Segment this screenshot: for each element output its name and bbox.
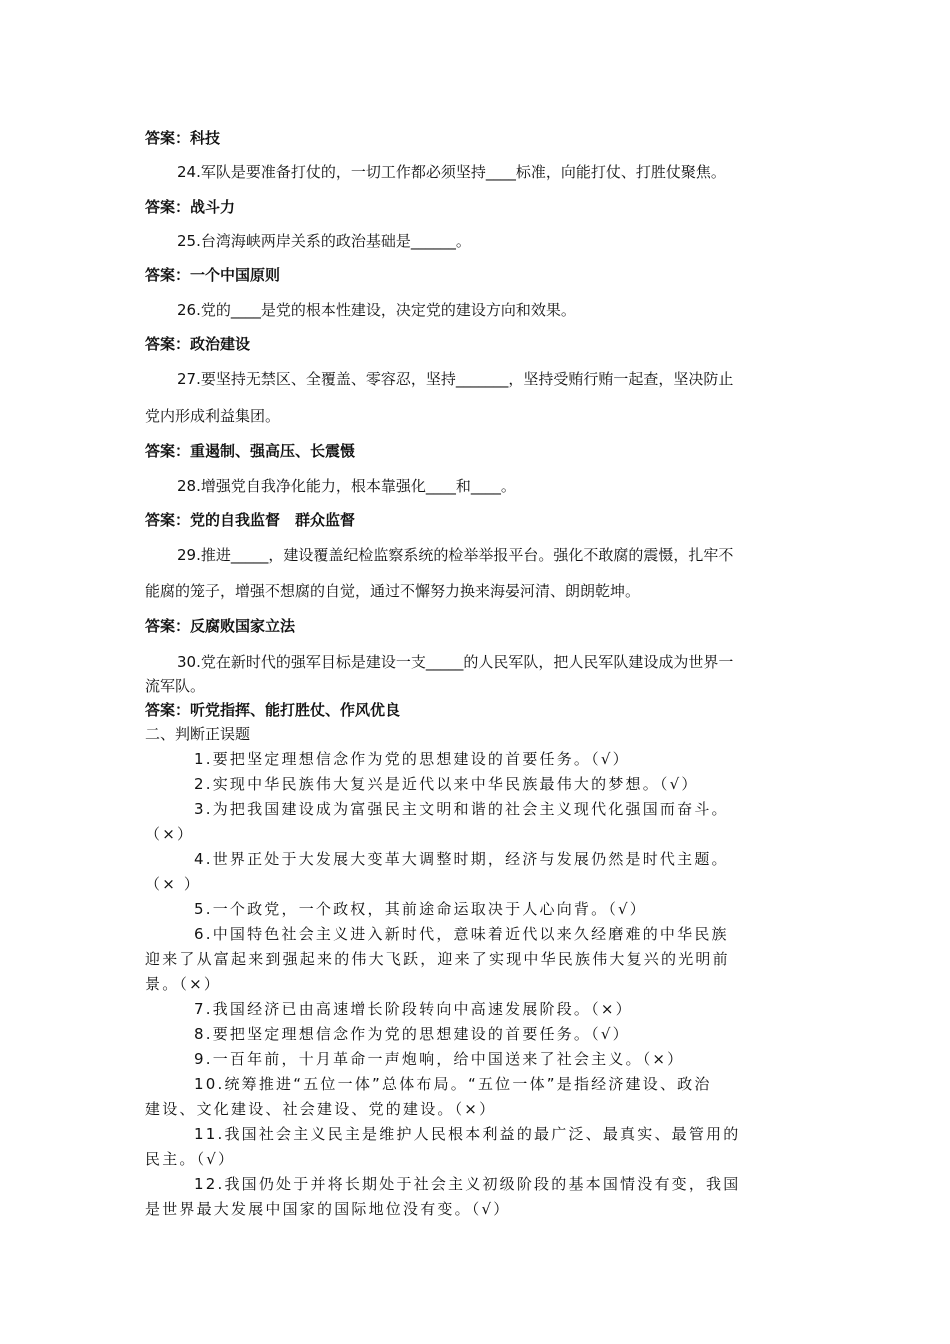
tf-item-12-line-1: 12.我国仍处于并将长期处于社会主义初级阶段的基本国情没有变，我国 [194,1175,741,1193]
tf-item-6-line-2: 迎来了从富起来到强起来的伟大飞跃，迎来了实现中华民族伟大复兴的光明前 [145,950,730,968]
answer-30: 答案：听党指挥、能打胜仗、作风优良 [145,701,401,719]
question-24: 24.军队是要准备打仗的，一切工作都必须坚持____标准，向能打仗、打胜仗聚焦。 [177,163,726,181]
tf-item-1: 1.要把坚定理想信念作为党的思想建设的首要任务。（√） [194,750,630,768]
tf-item-12-line-2: 是世界最大发展中国家的国际地位没有变。（√） [145,1200,511,1218]
tf-item-7: 7.我国经济已由高速增长阶段转向中高速发展阶段。（×） [194,1000,633,1018]
tf-item-6-line-1: 6.中国特色社会主义进入新时代，意味着近代以来久经磨难的中华民族 [194,925,729,943]
tf-item-10-line-2: 建设、文化建设、社会建设、党的建设。（×） [145,1100,497,1118]
tf-item-4-line-1: 4.世界正处于大发展大变革大调整时期，经济与发展仍然是时代主题。 [194,850,729,868]
question-30-line-2: 流军队。 [145,677,206,695]
question-30-line-1: 30.党在新时代的强军目标是建设一支_____的人民军队，把人民军队建设成为世界一 [177,653,734,671]
tf-item-10-line-1: 10.统筹推进“五位一体”总体布局。“五位一体”是指经济建设、政治 [194,1075,712,1093]
tf-item-3-line-2: （×） [145,825,195,843]
answer-28: 答案：党的自我监督 群众监督 [145,511,356,529]
question-28: 28.增强党自我净化能力，根本靠强化____和____。 [177,477,516,495]
tf-item-8: 8.要把坚定理想信念作为党的思想建设的首要任务。（√） [194,1025,630,1043]
answer-25: 答案：一个中国原则 [145,266,281,284]
answer-24: 答案：战斗力 [145,198,236,216]
answer-27: 答案：重遏制、强高压、长震慑 [145,442,356,460]
tf-item-2: 2.实现中华民族伟大复兴是近代以来中华民族最伟大的梦想。（√） [194,775,699,793]
answer-26: 答案：政治建设 [145,335,251,353]
tf-item-4-line-2: （× ） [145,875,202,893]
question-29-line-2: 能腐的笼子，增强不想腐的自觉，通过不懈努力换来海晏河清、朗朗乾坤。 [145,582,641,600]
section-heading-true-false: 二、判断正误题 [145,725,251,743]
answer-23: 答案：科技 [145,129,221,147]
tf-item-9: 9.一百年前，十月革命一声炮响，给中国送来了社会主义。（×） [194,1050,685,1068]
tf-item-6-line-3: 景。（×） [145,975,222,993]
answer-29: 答案：反腐败国家立法 [145,617,296,635]
tf-item-3-line-1: 3.为把我国建设成为富强民主文明和谐的社会主义现代化强国而奋斗。 [194,800,729,818]
tf-item-5: 5.一个政党，一个政权，其前途命运取决于人心向背。（√） [194,900,647,918]
question-27-line-2: 党内形成利益集团。 [145,407,281,425]
question-25: 25.台湾海峡两岸关系的政治基础是______。 [177,232,471,250]
question-29-line-1: 29.推进_____，建设覆盖纪检监察系统的检举举报平台。强化不敢腐的震慑，扎牢不 [177,546,734,564]
question-27-line-1: 27.要坚持无禁区、全覆盖、零容忍，坚持_______，坚持受贿行贿一起查，坚决防止 [177,370,734,388]
question-26: 26.党的____是党的根本性建设，决定党的建设方向和效果。 [177,301,576,319]
tf-item-11-line-1: 11.我国社会主义民主是维护人民根本利益的最广泛、最真实、最管用的 [194,1125,741,1143]
tf-item-11-line-2: 民主。（√） [145,1150,236,1168]
